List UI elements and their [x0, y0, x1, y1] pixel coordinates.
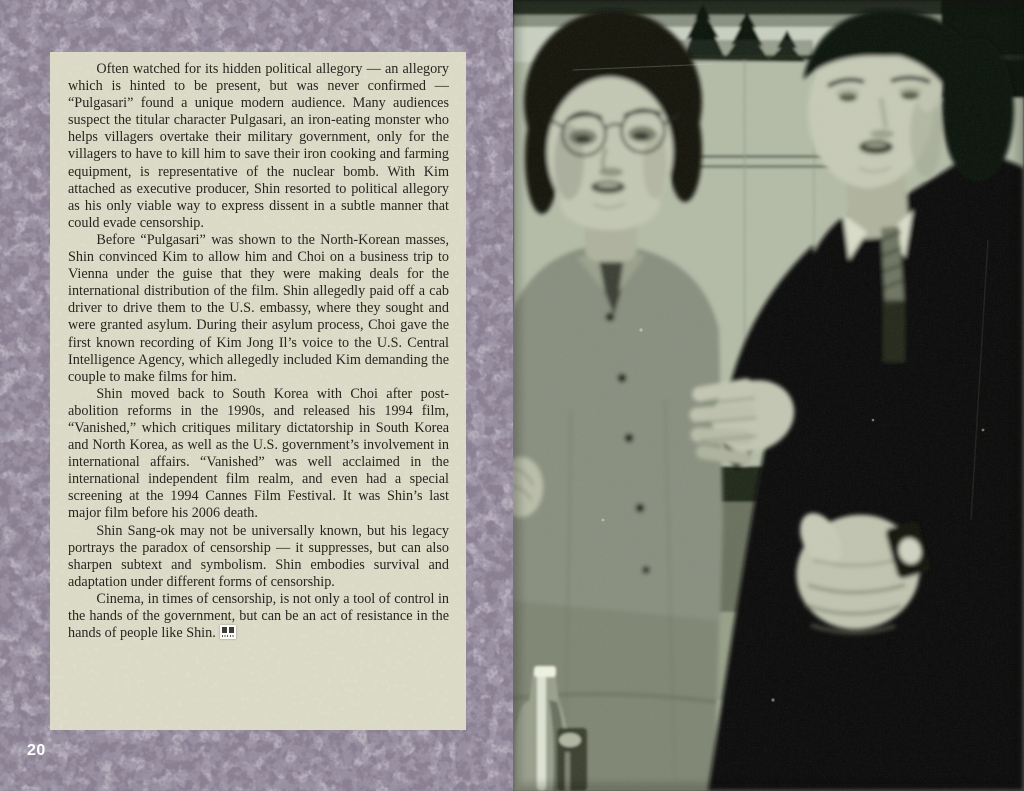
- article-paragraph: Often watched for its hidden political allegory — an allegory which is hinted to be present, but was never confirmed — “Pulgasari” found a unique modern audience. Many audiences suspect the titular character Pulgasari, an iron-eating monster who helps villagers overtake their military government, only for the villagers to have to kill him to save their iron cooking and farming equipment, is representative of the nuclear bomb. With Kim attached as executive producer, Shin resorted to political allegory as his only viable way to express dissent in a subtle manner that could evade censorship.: [68, 61, 449, 231]
- article-paragraph: [68, 591, 449, 642]
- page-number: 20: [27, 742, 46, 759]
- article-text: [68, 61, 449, 720]
- article-end-mark-icon: [220, 625, 236, 639]
- photo-kim-jong-il-and-shin-sang-ok: [513, 0, 1024, 791]
- article-box: [50, 52, 466, 730]
- article-paragraph-text: Cinema, in times of censorship, is not only a tool of control in the hands of the government, but can be an act of resistance in the hands of people like Shin.: [68, 590, 449, 642]
- article-paragraph: Shin Sang-ok may not be universally known, but his legacy portrays the paradox of censorship — it suppresses, but can also sharpen subtext and symbolism. Shin embodies survival and adaptation under different forms of censorship.: [68, 522, 449, 590]
- article-paragraph: Shin moved back to South Korea with Choi after post-abolition reforms in the 1990s, and released his 1994 film, “Vanished,” which critiques military dictatorship in South Korea and North Korea, as well as the U.S. government’s involvement in international affairs. “Vanished” was well acclaimed in the international independent film realm, and even had a special screening at the 1994 Cannes Film Festival. It was Shin’s last major film before his 2006 death.: [68, 385, 449, 522]
- article-paragraph: Before “Pulgasari” was shown to the North-Korean masses, Shin convinced Kim to allow him and Choi on a business trip to Vienna under the guise that they were making deals for the international distribution of the film. Shin allegedly paid off a cab driver to drive them to the U.S. embassy, where they sought and were granted asylum. During their asylum process, Choi gave the first known recording of Kim Jong Il’s voice to the U.S. Central Intelligence Agency, which allegedly included Kim demanding the couple to make films for him.: [68, 231, 449, 385]
- film-grain-overlay: [513, 0, 1024, 791]
- photo-illustration: [513, 0, 1024, 791]
